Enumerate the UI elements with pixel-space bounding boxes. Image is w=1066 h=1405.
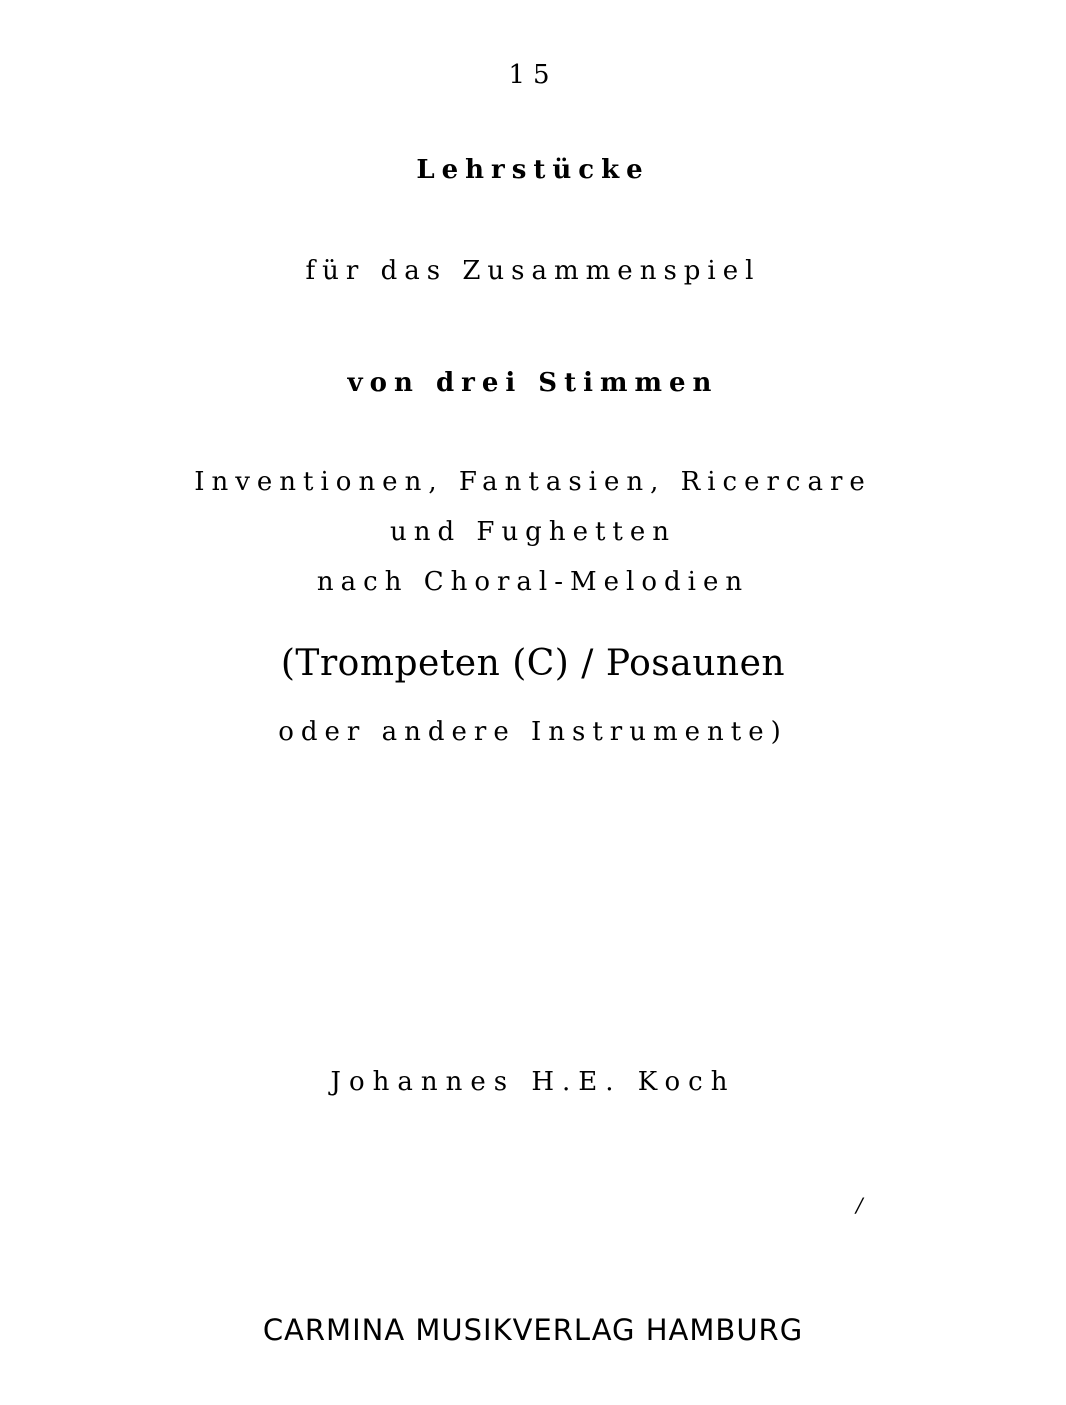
opus-number: 15	[508, 60, 558, 90]
instrumentation-line-1: (Trompeten (C) / Posaunen	[280, 643, 786, 684]
subtitle-line-2: von drei Stimmen	[347, 368, 719, 398]
description-line-1: Inventionen, Fantasien, Ricercare	[194, 467, 872, 497]
description-line-3: nach Choral-Melodien	[316, 567, 750, 597]
author-name: Johannes H.E. Koch	[330, 1067, 736, 1097]
stray-mark: /	[856, 1193, 863, 1217]
publisher-name: CARMINA MUSIKVERLAG HAMBURG	[262, 1313, 804, 1347]
subtitle-line-1: für das Zusammenspiel	[305, 256, 761, 286]
page-title: Lehrstücke	[416, 155, 650, 185]
description-line-2: und Fughetten	[390, 517, 676, 547]
instrumentation-line-2: oder andere Instrumente)	[278, 717, 788, 747]
